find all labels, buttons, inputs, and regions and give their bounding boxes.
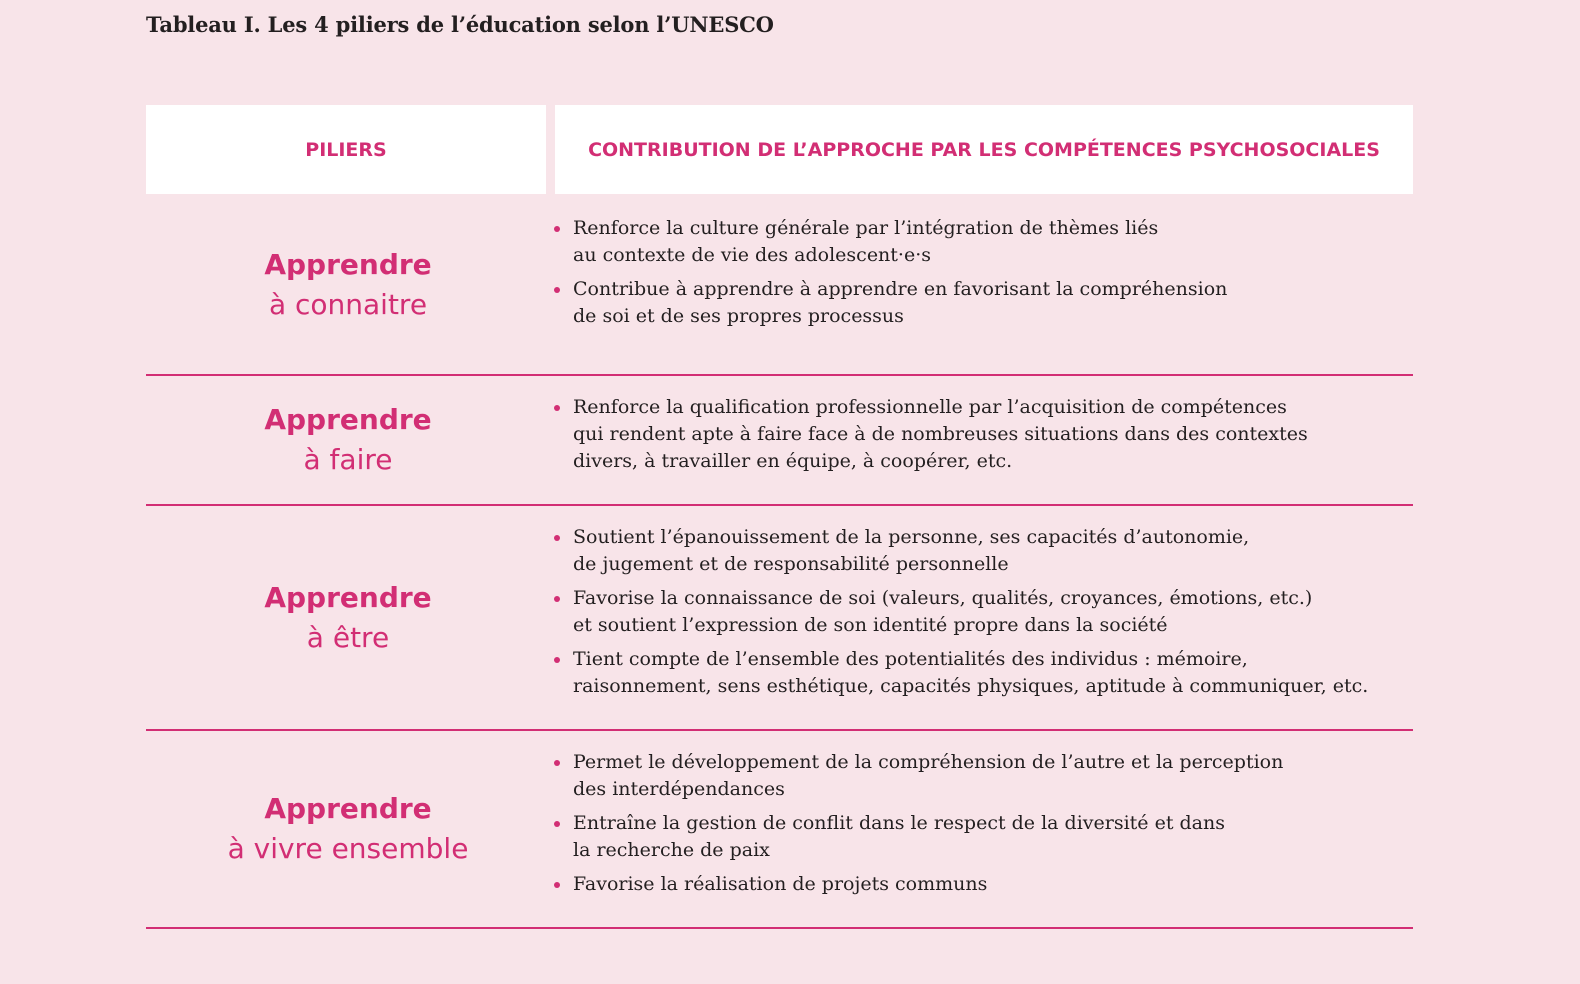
pillar-subtitle: à être	[306, 620, 390, 654]
pillar-subtitle: à connaitre	[268, 288, 428, 321]
table-caption: Tableau I. Les 4 piliers de l’éducation selon l’UNESCO	[146, 12, 774, 37]
header-piliers: PILIERS	[146, 105, 546, 194]
row-divider	[146, 927, 1413, 929]
pillar-subtitle: à vivre ensemble	[227, 832, 469, 865]
pillar-cell	[146, 376, 550, 504]
contribution-item: Renforce la qualification professionnelle par l’acquisition de compétences qui rendent apte à faire face à de nombreuses situations dans des contextes divers, à travailler en équipe, à coopérer, etc.	[554, 394, 1413, 475]
contribution-list	[554, 524, 1413, 707]
contribution-item: Favorise la réalisation de projets communs	[554, 871, 1413, 898]
contribution-item: Soutient l’épanouissement de la personne, ses capacités d’autonomie, de jugement et de responsabilité personnelle	[554, 524, 1413, 578]
contribution-item: Contribue à apprendre à apprendre en favorisant la compréhension de soi et de ses propres processus	[554, 276, 1413, 330]
table-row	[146, 376, 1413, 504]
pillar-subtitle: à faire	[303, 443, 393, 476]
contribution-item: Entraîne la gestion de conflit dans le respect de la diversité et dans la recherche de paix	[554, 810, 1413, 864]
contribution-item: Tient compte de l’ensemble des potentialités des individus : mémoire, raisonnement, sens esthétique, capacités physiques, aptitude à communiquer, etc.	[554, 646, 1413, 700]
contribution-item: Permet le développement de la compréhension de l’autre et la perception des interdépendances	[554, 749, 1413, 803]
pillar-cell	[146, 196, 550, 374]
contribution-list	[554, 215, 1413, 337]
contribution-item: Favorise la connaissance de soi (valeurs, qualités, croyances, émotions, etc.) et soutient l’expression de son identité propre dans la société	[554, 585, 1413, 639]
table-row	[146, 196, 1413, 374]
contribution-list	[554, 749, 1413, 905]
contribution-item: Renforce la culture générale par l’intégration de thèmes liés au contexte de vie des adolescent·e·s	[554, 215, 1413, 269]
pillar-title: Apprendre	[264, 248, 432, 281]
table-row	[146, 731, 1413, 927]
table-row	[146, 506, 1413, 729]
pillar-title: Apprendre	[264, 792, 432, 825]
pillar-cell	[146, 731, 550, 927]
pillar-cell	[146, 506, 550, 729]
contribution-list	[554, 394, 1413, 482]
header-contribution: CONTRIBUTION DE L’APPROCHE PAR LES COMPÉTENCES PSYCHOSOCIALES	[555, 105, 1413, 194]
pillar-title: Apprendre	[264, 403, 432, 436]
pillar-title: Apprendre	[264, 580, 432, 614]
